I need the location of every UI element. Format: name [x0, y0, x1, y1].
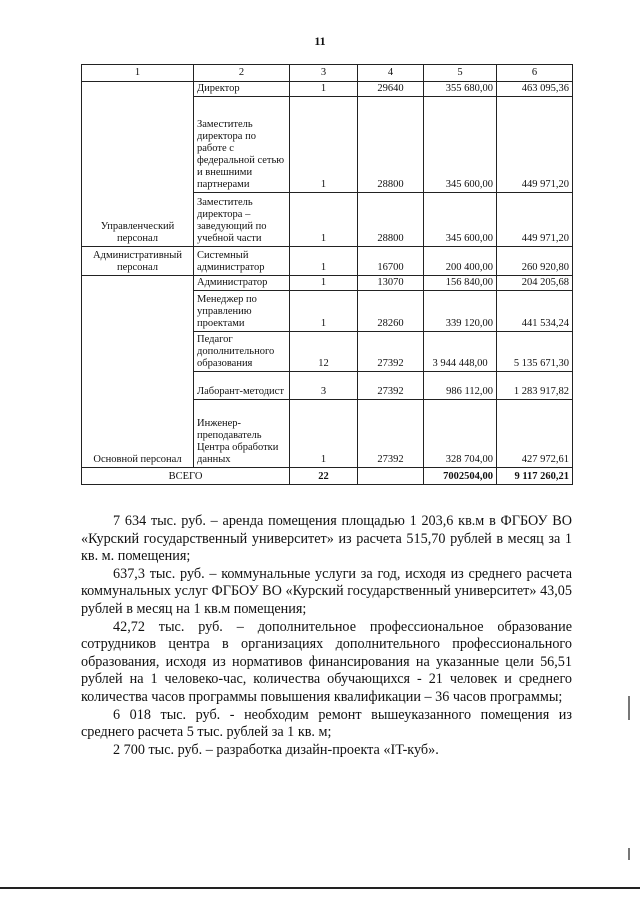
table-header-row	[82, 65, 573, 82]
total-salary-cell	[358, 468, 424, 485]
total-cell: 449 971,20	[497, 97, 573, 193]
table-row	[82, 247, 573, 276]
annual-cell: 345 600,00	[424, 193, 497, 247]
total-annual-cell: 7002504,00	[424, 468, 497, 485]
total-cell: 449 971,20	[497, 193, 573, 247]
column-header: 6	[497, 65, 573, 82]
salary-cell: 28260	[358, 291, 424, 332]
position-cell: Заместитель директора – заведующий по учебной части	[194, 193, 290, 247]
total-row	[82, 468, 573, 485]
column-header: 3	[290, 65, 358, 82]
salary-cell: 28800	[358, 193, 424, 247]
annual-cell: 3 944 448,00	[424, 332, 497, 372]
paragraph: 2 700 тыс. руб. – разработка дизайн-проекта «IT-куб».	[113, 741, 439, 758]
total-cell: 427 972,61	[497, 400, 573, 468]
salary-cell: 16700	[358, 247, 424, 276]
annual-cell: 339 120,00	[424, 291, 497, 332]
column-header: 4	[358, 65, 424, 82]
total-label: ВСЕГО	[82, 468, 290, 485]
annual-cell: 200 400,00	[424, 247, 497, 276]
paragraph: 637,3 тыс. руб. – коммунальные услуги за год, исходя из среднего расчета коммунальных услуг ФГБОУ ВО «Курский государственный университет» 43,05 рублей в месяц на 1 кв.м помещения;	[81, 565, 572, 617]
scan-edge-mark	[628, 848, 630, 860]
paragraph: 42,72 тыс. руб. – дополнительное профессиональное образование сотрудников центра в организациях дополнительного профессионального образования, исходя из нормативов финансирования на указанные цели 56,51 рублей на 1 человеко-час, количества обучающихся - 21 человек и среднего количества часов программы повышения квалификации – 36 часов программы;	[81, 618, 572, 705]
column-header: 1	[82, 65, 194, 82]
total-cell: 463 095,36	[497, 82, 573, 97]
body-text	[81, 513, 572, 759]
annual-cell: 355 680,00	[424, 82, 497, 97]
position-cell: Менеджер по управлению проектами	[194, 291, 290, 332]
count-cell: 1	[290, 291, 358, 332]
page-number: 11	[314, 34, 326, 48]
total-cell: 204 205,68	[497, 276, 573, 291]
position-cell: Инженер-преподаватель Центра обработки данных	[194, 400, 290, 468]
position-cell: Директор	[194, 82, 290, 97]
column-header: 2	[194, 65, 290, 82]
table-row	[82, 276, 573, 291]
paragraph: 7 634 тыс. руб. – аренда помещения площадью 1 203,6 кв.м в ФГБОУ ВО «Курский государственный университет» из расчета 515,70 рублей в месяц за 1 кв. м. помещения;	[81, 513, 572, 565]
total-cell: 260 920,80	[497, 247, 573, 276]
footer-line	[0, 887, 640, 889]
count-cell: 1	[290, 276, 358, 291]
count-cell: 1	[290, 82, 358, 97]
salary-cell: 28800	[358, 97, 424, 193]
annual-cell: 345 600,00	[424, 97, 497, 193]
total-sum-cell: 9 117 260,21	[497, 468, 573, 485]
annual-cell: 328 704,00	[424, 400, 497, 468]
total-cell: 5 135 671,30	[497, 332, 573, 372]
total-cell: 441 534,24	[497, 291, 573, 332]
salary-cell: 27392	[358, 372, 424, 400]
count-cell: 1	[290, 193, 358, 247]
staff-cost-table	[81, 64, 573, 485]
position-cell: Администратор	[194, 276, 290, 291]
position-cell: Системный администратор	[194, 247, 290, 276]
paragraph: 6 018 тыс. руб. - необходим ремонт вышеуказанного помещения из среднего расчета 5 тыс. рублей за 1 кв. м;	[81, 706, 572, 741]
position-cell: Заместитель директора по работе с федеральной сетью и внешними партнерами	[194, 97, 290, 193]
position-cell: Педагог дополнительного образования	[194, 332, 290, 372]
salary-cell: 13070	[358, 276, 424, 291]
count-cell: 3	[290, 372, 358, 400]
annual-cell: 156 840,00	[424, 276, 497, 291]
salary-cell: 29640	[358, 82, 424, 97]
position-cell: Лаборант-методист	[194, 372, 290, 400]
column-header: 5	[424, 65, 497, 82]
category-cell: Основной персонал	[82, 276, 194, 468]
table-row	[82, 82, 573, 97]
count-cell: 1	[290, 97, 358, 193]
count-cell: 1	[290, 247, 358, 276]
total-cell: 1 283 917,82	[497, 372, 573, 400]
scan-edge-mark	[628, 696, 630, 720]
salary-cell: 27392	[358, 400, 424, 468]
annual-cell: 986 112,00	[424, 372, 497, 400]
category-cell: Управленческий персонал	[82, 82, 194, 247]
category-cell: Административный персонал	[82, 247, 194, 276]
count-cell: 1	[290, 400, 358, 468]
salary-cell: 27392	[358, 332, 424, 372]
total-count-cell: 22	[290, 468, 358, 485]
count-cell: 12	[290, 332, 358, 372]
